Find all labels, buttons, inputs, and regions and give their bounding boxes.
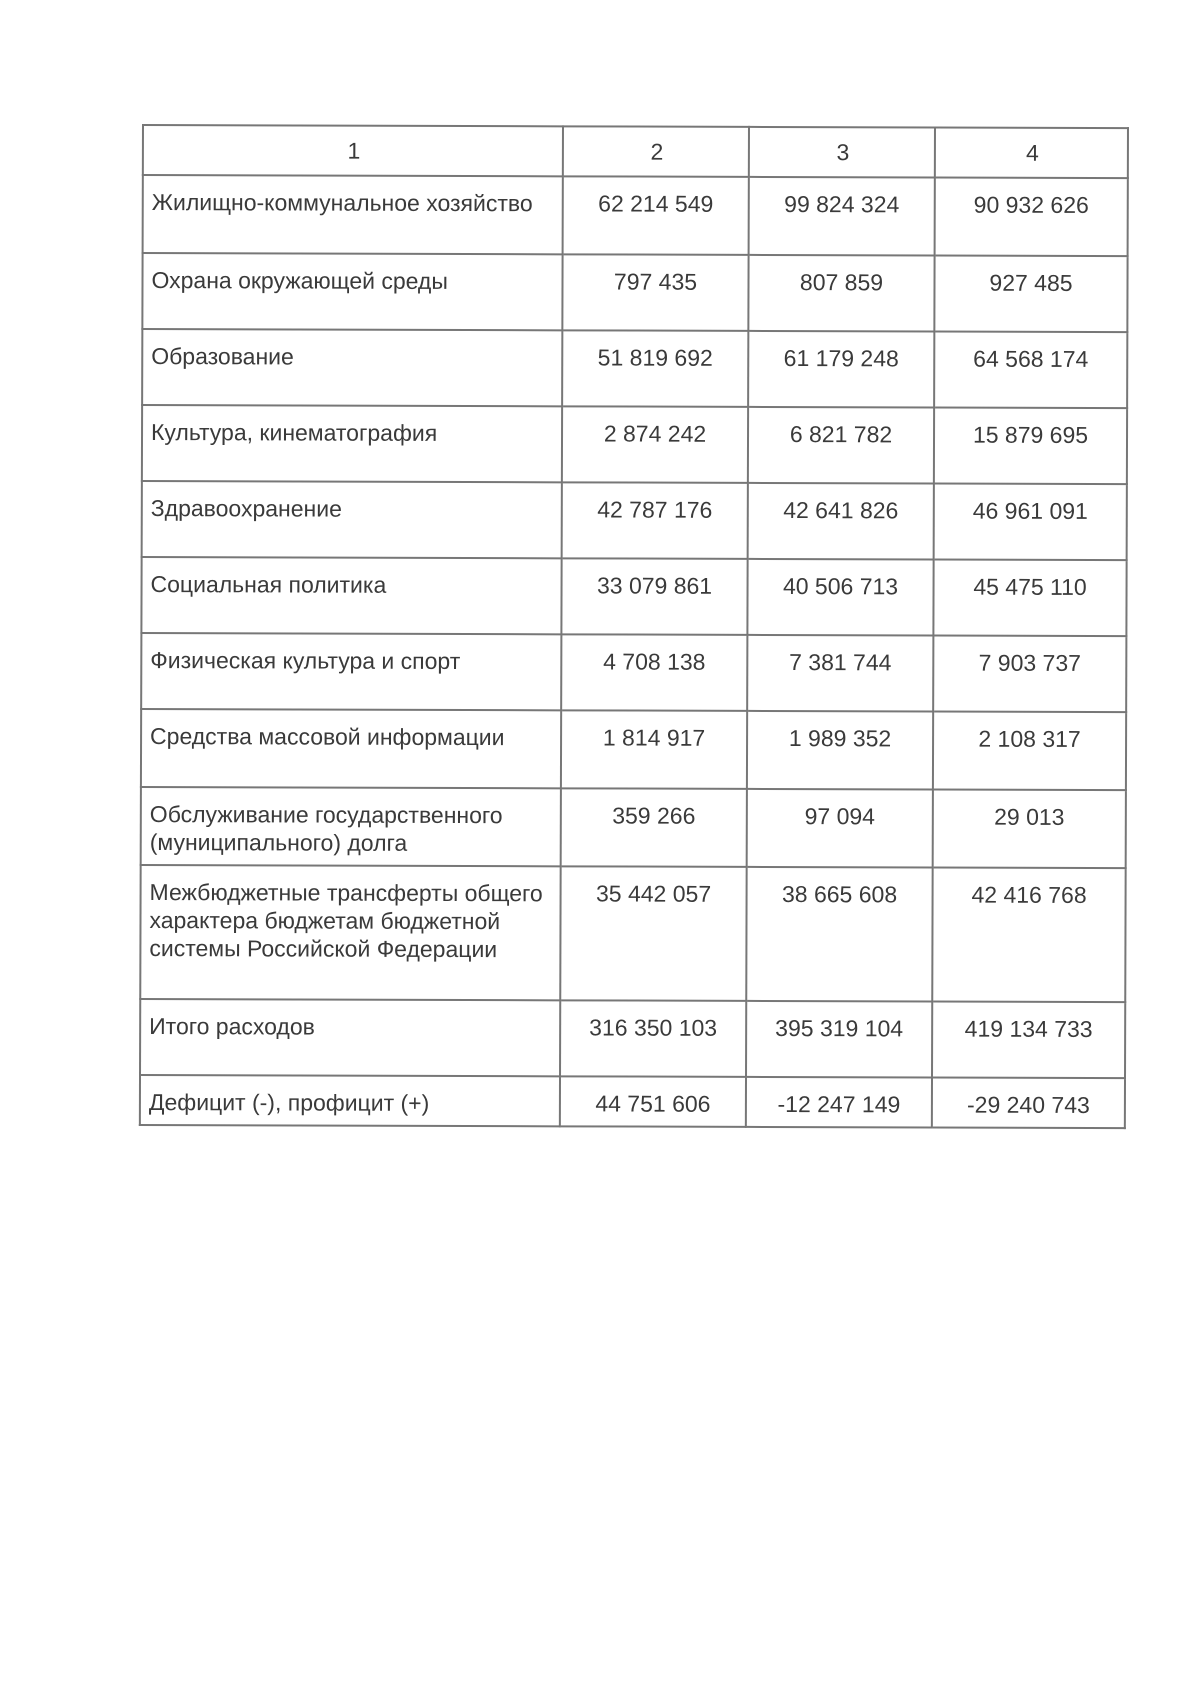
row-value-col3: -12 247 149 [746, 1077, 932, 1128]
row-label: Средства массовой информации [141, 709, 561, 788]
row-value-col2: 33 079 861 [561, 558, 747, 635]
row-value-col3: 38 665 608 [746, 867, 932, 1002]
table-row [143, 175, 1128, 256]
row-value-col2: 44 751 606 [560, 1076, 746, 1127]
row-value-col2: 35 442 057 [560, 866, 746, 1001]
row-value-col3: 61 179 248 [748, 331, 934, 408]
row-value-col4: -29 240 743 [932, 1077, 1125, 1128]
row-value-col3: 97 094 [747, 789, 933, 868]
row-value-col2: 316 350 103 [560, 1000, 746, 1077]
row-value-col4: 90 932 626 [935, 177, 1128, 256]
table-row [140, 1075, 1125, 1128]
row-value-col3: 1 989 352 [747, 711, 933, 790]
row-label: Охрана окружающей среды [142, 253, 562, 330]
row-label: Культура, кинематография [142, 405, 562, 482]
row-label: Дефицит (-), профицит (+) [140, 1075, 560, 1126]
table-row [140, 999, 1125, 1078]
row-value-col2: 51 819 692 [562, 330, 748, 407]
row-value-col4: 42 416 768 [932, 867, 1125, 1002]
row-label: Образование [142, 329, 562, 406]
row-value-col2: 797 435 [562, 254, 748, 331]
table-row [142, 481, 1127, 560]
table-row [142, 329, 1127, 408]
budget-expenditure-table [139, 124, 1129, 1129]
column-header-1: 1 [143, 125, 563, 176]
row-label: Обслуживание государственного (муниципального) долга [141, 787, 561, 866]
row-label: Итого расходов [140, 999, 560, 1076]
column-header-2: 2 [563, 126, 749, 177]
table-row [142, 405, 1127, 484]
row-value-col4: 419 134 733 [932, 1001, 1125, 1078]
row-value-col4: 64 568 174 [934, 331, 1127, 408]
row-value-col4: 927 485 [934, 255, 1127, 332]
row-label: Жилищно-коммунальное хозяйство [143, 175, 563, 254]
row-value-col3: 395 319 104 [746, 1001, 932, 1078]
column-header-4: 4 [935, 127, 1128, 178]
row-value-col4: 29 013 [933, 789, 1126, 868]
table-header-row [143, 125, 1128, 178]
row-value-col4: 45 475 110 [933, 559, 1126, 636]
row-label: Межбюджетные трансферты общего характера бюджетам бюджетной системы Российской Федерации [140, 865, 560, 1000]
table-row [140, 865, 1125, 1002]
row-value-col4: 7 903 737 [933, 635, 1126, 712]
row-label: Здравоохранение [142, 481, 562, 558]
row-label: Социальная политика [141, 557, 561, 634]
row-value-col4: 46 961 091 [934, 483, 1127, 560]
table-row [142, 253, 1127, 332]
row-value-col2: 62 214 549 [563, 176, 749, 255]
row-value-col2: 2 874 242 [562, 406, 748, 483]
row-value-col3: 6 821 782 [748, 407, 934, 484]
row-value-col3: 807 859 [748, 255, 934, 332]
row-value-col2: 42 787 176 [562, 482, 748, 559]
column-header-3: 3 [749, 127, 935, 178]
table-row [141, 709, 1126, 790]
row-value-col2: 4 708 138 [561, 634, 747, 711]
row-value-col3: 7 381 744 [747, 635, 933, 712]
row-value-col2: 359 266 [561, 788, 747, 867]
row-label: Физическая культура и спорт [141, 633, 561, 710]
row-value-col4: 15 879 695 [934, 407, 1127, 484]
table-row [141, 557, 1126, 636]
table-row [141, 787, 1126, 868]
row-value-col3: 42 641 826 [748, 483, 934, 560]
table-row [141, 633, 1126, 712]
row-value-col2: 1 814 917 [561, 710, 747, 789]
row-value-col3: 99 824 324 [749, 177, 935, 256]
row-value-col3: 40 506 713 [747, 559, 933, 636]
row-value-col4: 2 108 317 [933, 711, 1126, 790]
